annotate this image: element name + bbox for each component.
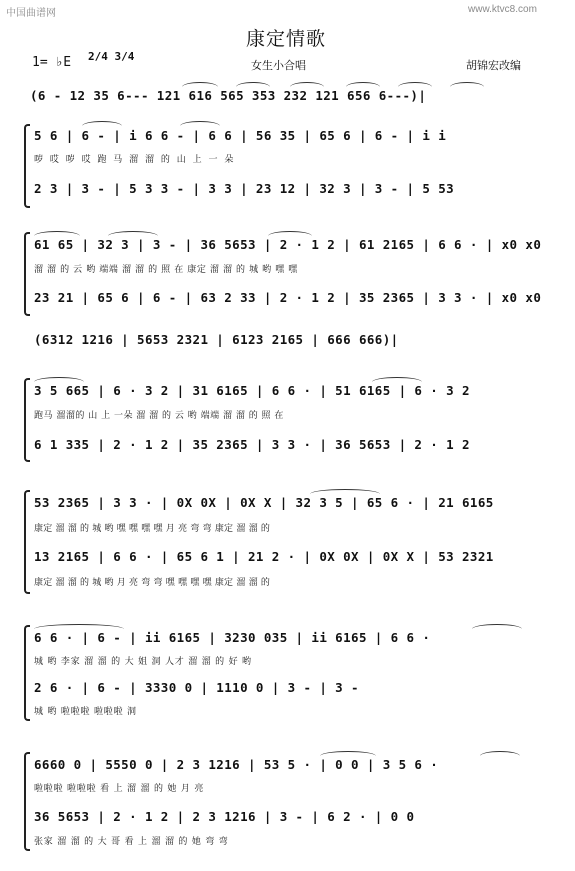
sys1-lyrics: 哕 哎 哕 哎 跑 马 溜 溜 的 山 上 一 朵	[34, 155, 236, 165]
sys1-upper-notes: 5 6 | 6 - | i 6 6 - | 6 6 | 56 35 | 65 6 | 6 - | i i	[34, 128, 447, 143]
sys3-lyrics: 跑马 溜溜的 山 上 一朵 溜 溜 的 云 哟 端端 溜 溜 的 照 在	[34, 411, 284, 421]
sys6-lyrics-lower: 张家 溜 溜 的 大 哥 看 上 溜 溜 的 她 弯 弯	[34, 837, 229, 847]
slur-mark	[290, 82, 324, 87]
system-brace	[24, 124, 30, 208]
tie-mark	[34, 624, 124, 629]
slur-mark	[34, 231, 80, 236]
sys4-upper-notes: 53 2365 | 3 3 · | 0X 0X | 0X X | 32 3 5 | 65 6 · | 21 6165	[34, 495, 494, 510]
sys2-lyrics: 溜 溜 的 云 哟 端端 溜 溜 的 照 在 康定 溜 溜 的 城 哟 嘿 嘿	[34, 265, 298, 275]
watermark-left: 中国曲谱网	[6, 8, 56, 19]
sys1-lower-notes: 2 3 | 3 - | 5 3 3 - | 3 3 | 23 12 | 32 3 | 3 - | 5 53	[34, 181, 455, 196]
slur-mark	[372, 377, 422, 382]
sys3-upper-notes: 3 5 665 | 6 · 3 2 | 31 6165 | 6 6 · | 51 6165 | 6 · 3 2	[34, 383, 470, 398]
system-brace	[24, 232, 30, 316]
tie-mark	[82, 121, 122, 126]
system-brace	[24, 378, 30, 462]
song-title: 康定情歌	[246, 28, 327, 50]
watermark-right: www.ktvc8.com	[468, 4, 537, 15]
system-brace	[24, 625, 30, 721]
slur-mark	[268, 231, 312, 236]
sys6-lower-notes: 36 5653 | 2 · 1 2 | 2 3 1216 | 3 - | 6 2 · | 0 0	[34, 809, 415, 824]
intro-line: (6 - 12 35 6--- 121 616 565 353 232 121 656 6---)|	[30, 88, 427, 103]
key-signature: 1= ♭E	[32, 55, 72, 70]
sys5-upper-notes: 6 6 · | 6 - | ii 6165 | 3230 035 | ii 6165 | 6 6 ·	[34, 630, 431, 645]
slur-mark	[450, 82, 484, 87]
slur-mark	[480, 751, 520, 756]
slur-mark	[320, 751, 376, 756]
sys4-lyrics-upper: 康定 溜 溜 的 城 哟 嘿 嘿 嘿 嘿 月 亮 弯 弯 康定 溜 溜 的	[34, 524, 271, 534]
slur-mark	[34, 377, 84, 382]
interlude-line: (6312 1216 | 5653 2321 | 6123 2165 | 666 666)|	[34, 332, 399, 347]
slur-mark	[236, 82, 270, 87]
sys6-lyrics-upper: 啦啦啦 啦啦啦 看 上 溜 溜 的 她 月 亮	[34, 784, 205, 794]
sys5-lyrics-upper: 城 哟 李家 溜 溜 的 大 姐 洞 人才 溜 溜 的 好 哟	[34, 657, 252, 667]
sys4-lyrics-lower: 康定 溜 溜 的 城 哟 月 亮 弯 弯 嘿 嘿 嘿 嘿 康定 溜 溜 的	[34, 578, 271, 588]
tie-mark	[180, 121, 220, 126]
slur-mark	[310, 489, 380, 494]
arranger: 胡锦宏改编	[466, 59, 521, 72]
slur-mark	[398, 82, 432, 87]
sys5-lower-notes: 2 6 · | 6 - | 3330 0 | 1110 0 | 3 - | 3 -	[34, 680, 359, 695]
performance-type: 女生小合唱	[251, 59, 306, 72]
time-signature: 2/4 3/4	[88, 50, 135, 63]
sys2-upper-notes: 61 65 | 32 3 | 3 - | 36 5653 | 2 · 1 2 | 61 2165 | 6 6 · | x0 x0	[34, 237, 542, 252]
sys2-lower-notes: 23 21 | 65 6 | 6 - | 63 2 33 | 2 · 1 2 | 35 2365 | 3 3 · | x0 x0	[34, 290, 542, 305]
tie-mark	[108, 231, 158, 236]
slur-mark	[346, 82, 380, 87]
sys5-lyrics-lower: 城 哟 啦啦啦 啦啦啦 洞	[34, 707, 137, 717]
slur-mark	[472, 624, 522, 629]
sys4-lower-notes: 13 2165 | 6 6 · | 65 6 1 | 21 2 · | 0X 0X | 0X X | 53 2321	[34, 549, 494, 564]
system-brace	[24, 752, 30, 851]
sys6-upper-notes: 6660 0 | 5550 0 | 2 3 1216 | 53 5 · | 0 0 | 3 5 6 ·	[34, 757, 439, 772]
system-brace	[24, 490, 30, 594]
slur-mark	[182, 82, 218, 87]
sys3-lower-notes: 6 1 335 | 2 · 1 2 | 35 2365 | 3 3 · | 36 5653 | 2 · 1 2	[34, 437, 470, 452]
